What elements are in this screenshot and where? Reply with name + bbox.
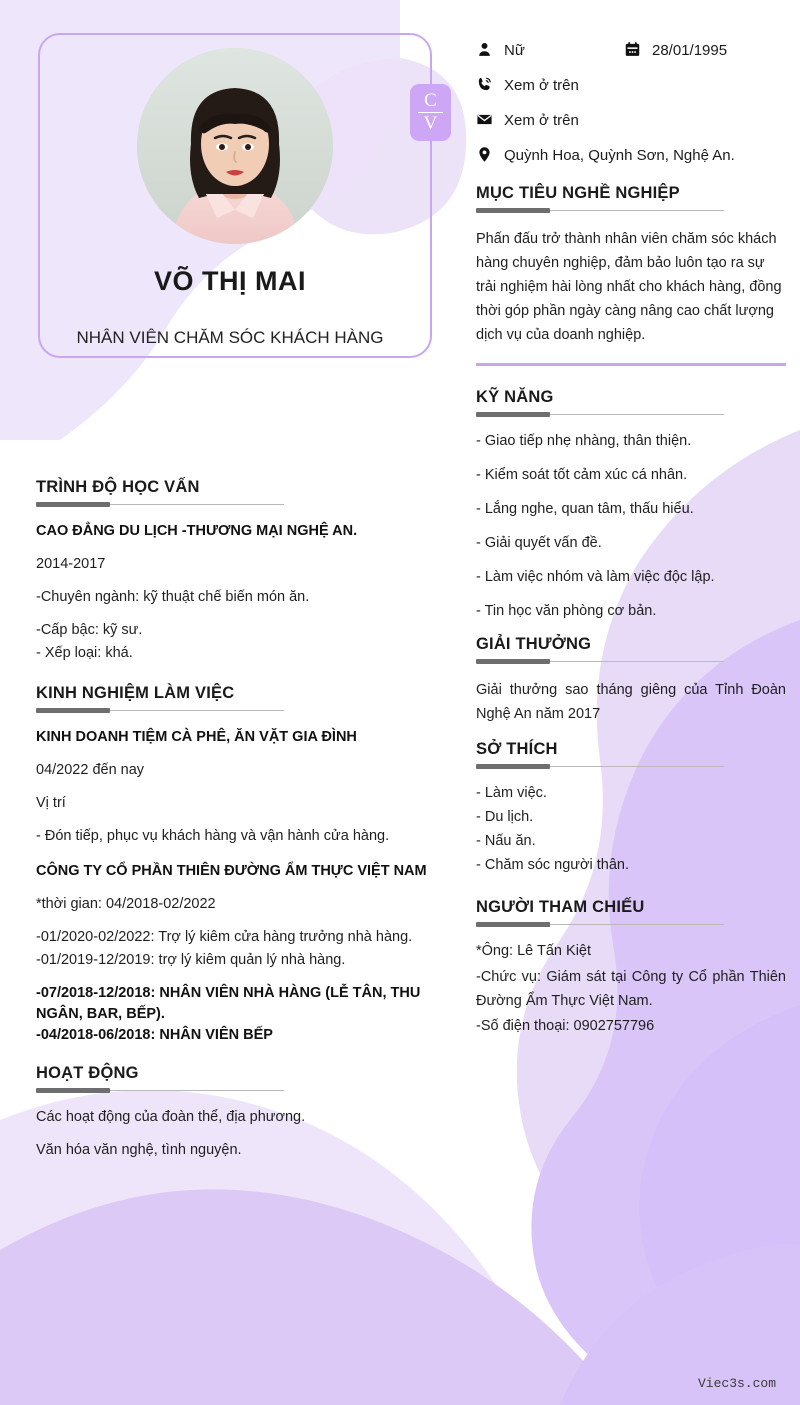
section-title-experience: KINH NGHIỆM LÀM VIỆC	[36, 684, 235, 702]
section-experience	[36, 684, 428, 1046]
experience-item	[36, 727, 428, 847]
contact-gender	[476, 40, 624, 63]
page-title: VÕ THỊ MAI	[154, 266, 306, 296]
section-title-objective: MỤC TIÊU NGHỀ NGHIỆP	[476, 184, 680, 202]
education-school: CAO ĐẲNG DU LỊCH -THƯƠNG MẠI NGHỆ AN.	[36, 523, 358, 539]
contact-phone-value: Xem ở trên	[504, 77, 579, 94]
phone-icon	[476, 75, 504, 98]
hobby-item: - Nấu ăn.	[476, 832, 536, 849]
section-awards	[476, 635, 786, 726]
experience-period: *thời gian: 04/2018-02/2022	[36, 896, 216, 912]
skill-item: - Tin học văn phòng cơ bản.	[476, 602, 657, 619]
skill-item: - Giao tiếp nhẹ nhàng, thân thiện.	[476, 432, 692, 449]
section-title-skills: KỸ NĂNG	[476, 387, 554, 406]
skill-item: - Giải quyết vấn đề.	[476, 534, 602, 551]
job-role-subtitle: NHÂN VIÊN CHĂM SÓC KHÁCH HÀNG	[76, 328, 384, 347]
experience-period: 04/2022 đến nay	[36, 762, 145, 778]
section-rule	[476, 764, 724, 769]
section-skills	[476, 388, 786, 622]
envelope-icon	[476, 110, 504, 133]
cv-letter-v: V	[423, 113, 438, 135]
contact-email-value: Xem ở trên	[504, 112, 579, 129]
section-rule	[476, 208, 724, 213]
section-title-awards: GIẢI THƯỞNG	[476, 634, 592, 653]
section-rule	[476, 922, 724, 927]
section-rule	[36, 1088, 284, 1093]
hobby-item: - Làm việc.	[476, 784, 547, 801]
education-level: -Cấp bậc: kỹ sư.	[36, 622, 143, 638]
reference-line: -Chức vụ: Giám sát tại Công ty Cổ phần Thiên Đường Ẩm Thực Việt Nam.	[476, 968, 786, 1009]
skill-item: - Làm việc nhóm và làm việc độc lập.	[476, 568, 715, 585]
location-pin-icon	[476, 145, 504, 168]
section-title-education: TRÌNH ĐỘ HỌC VẤN	[36, 478, 200, 496]
contact-row-gender-birthday	[476, 40, 786, 63]
cv-letter-c: C	[424, 89, 437, 111]
section-references	[476, 898, 786, 1037]
skill-item: - Kiểm soát tốt cảm xúc cá nhân.	[476, 466, 688, 483]
contact-birthday	[624, 40, 727, 63]
section-rule	[476, 412, 724, 417]
experience-highlight: -04/2018-06/2018: NHÂN VIÊN BẾP	[36, 1027, 273, 1043]
cv-logo-badge	[410, 84, 451, 141]
section-rule	[36, 502, 284, 507]
activity-item: Văn hóa văn nghệ, tình nguyện.	[36, 1142, 242, 1158]
section-hobbies	[476, 740, 786, 876]
avatar	[137, 48, 333, 244]
calendar-icon	[624, 40, 652, 63]
section-rule	[476, 659, 724, 664]
objective-body: Phấn đấu trở thành nhân viên chăm sóc khách hàng chuyên nghiệp, đảm bảo luôn tạo ra sự trải nghiệm hài lòng nhất cho khách hàng, đồng thời góp phần ngày càng nâng cao chất lượng dịch vụ của doanh nghiệp.	[476, 231, 782, 343]
experience-company: CÔNG TY CỔ PHẦN THIÊN ĐƯỜNG ẨM THỰC VIỆT NAM	[36, 863, 427, 879]
reference-line: *Ông: Lê Tấn Kiệt	[476, 942, 592, 959]
section-education	[36, 478, 428, 664]
education-years: 2014-2017	[36, 556, 106, 572]
experience-duty: - Đón tiếp, phục vụ khách hàng và vận hành cửa hàng.	[36, 828, 390, 844]
experience-item	[36, 861, 428, 1046]
hobby-item: - Chăm sóc người thân.	[476, 856, 630, 873]
section-title-activities: HOẠT ĐỘNG	[36, 1064, 139, 1082]
contact-phone	[476, 75, 786, 98]
site-watermark: Viec3s.com	[697, 1376, 776, 1391]
section-title-hobbies: SỞ THÍCH	[476, 739, 558, 758]
contact-address	[476, 145, 786, 168]
experience-highlight: -07/2018-12/2018: NHÂN VIÊN NHÀ HÀNG (LỄ TÂN, THU NGÂN, BAR, BẾP).	[36, 985, 421, 1022]
section-objective	[476, 184, 786, 366]
experience-detail: -01/2019-12/2019: trợ lý kiêm quản lý nhà hàng.	[36, 952, 346, 968]
contact-birthday-value: 28/01/1995	[652, 42, 728, 59]
skill-item: - Lắng nghe, quan tâm, thấu hiểu.	[476, 500, 694, 517]
experience-detail: -01/2020-02/2022: Trợ lý kiêm cửa hàng trưởng nhà hàng.	[36, 929, 413, 945]
portrait-photo	[137, 48, 333, 244]
right-column	[476, 40, 786, 1041]
experience-company: KINH DOANH TIỆM CÀ PHÊ, ĂN VẶT GIA ĐÌNH	[36, 729, 357, 745]
section-rule	[36, 708, 284, 713]
accent-divider	[476, 363, 786, 366]
education-grade: - Xếp loại: khá.	[36, 645, 133, 661]
person-icon	[476, 40, 504, 63]
contact-address-value: Quỳnh Hoa, Quỳnh Sơn, Nghệ An.	[504, 147, 735, 164]
activity-item: Các hoạt động của đoàn thể, địa phương.	[36, 1109, 306, 1125]
contact-email	[476, 110, 786, 133]
contact-block	[476, 40, 786, 168]
section-title-references: NGƯỜI THAM CHIẾU	[476, 897, 645, 916]
awards-body: Giải thưởng sao tháng giêng của Tỉnh Đoàn Nghệ An năm 2017	[476, 681, 786, 722]
reference-line: -Số điện thoại: 0902757796	[476, 1017, 655, 1034]
section-activities	[36, 1064, 428, 1161]
experience-position-label: Vị trí	[36, 795, 66, 811]
contact-gender-value: Nữ	[504, 42, 525, 59]
hobby-item: - Du lịch.	[476, 808, 534, 825]
education-major: -Chuyên ngành: kỹ thuật chế biến món ăn.	[36, 589, 310, 605]
